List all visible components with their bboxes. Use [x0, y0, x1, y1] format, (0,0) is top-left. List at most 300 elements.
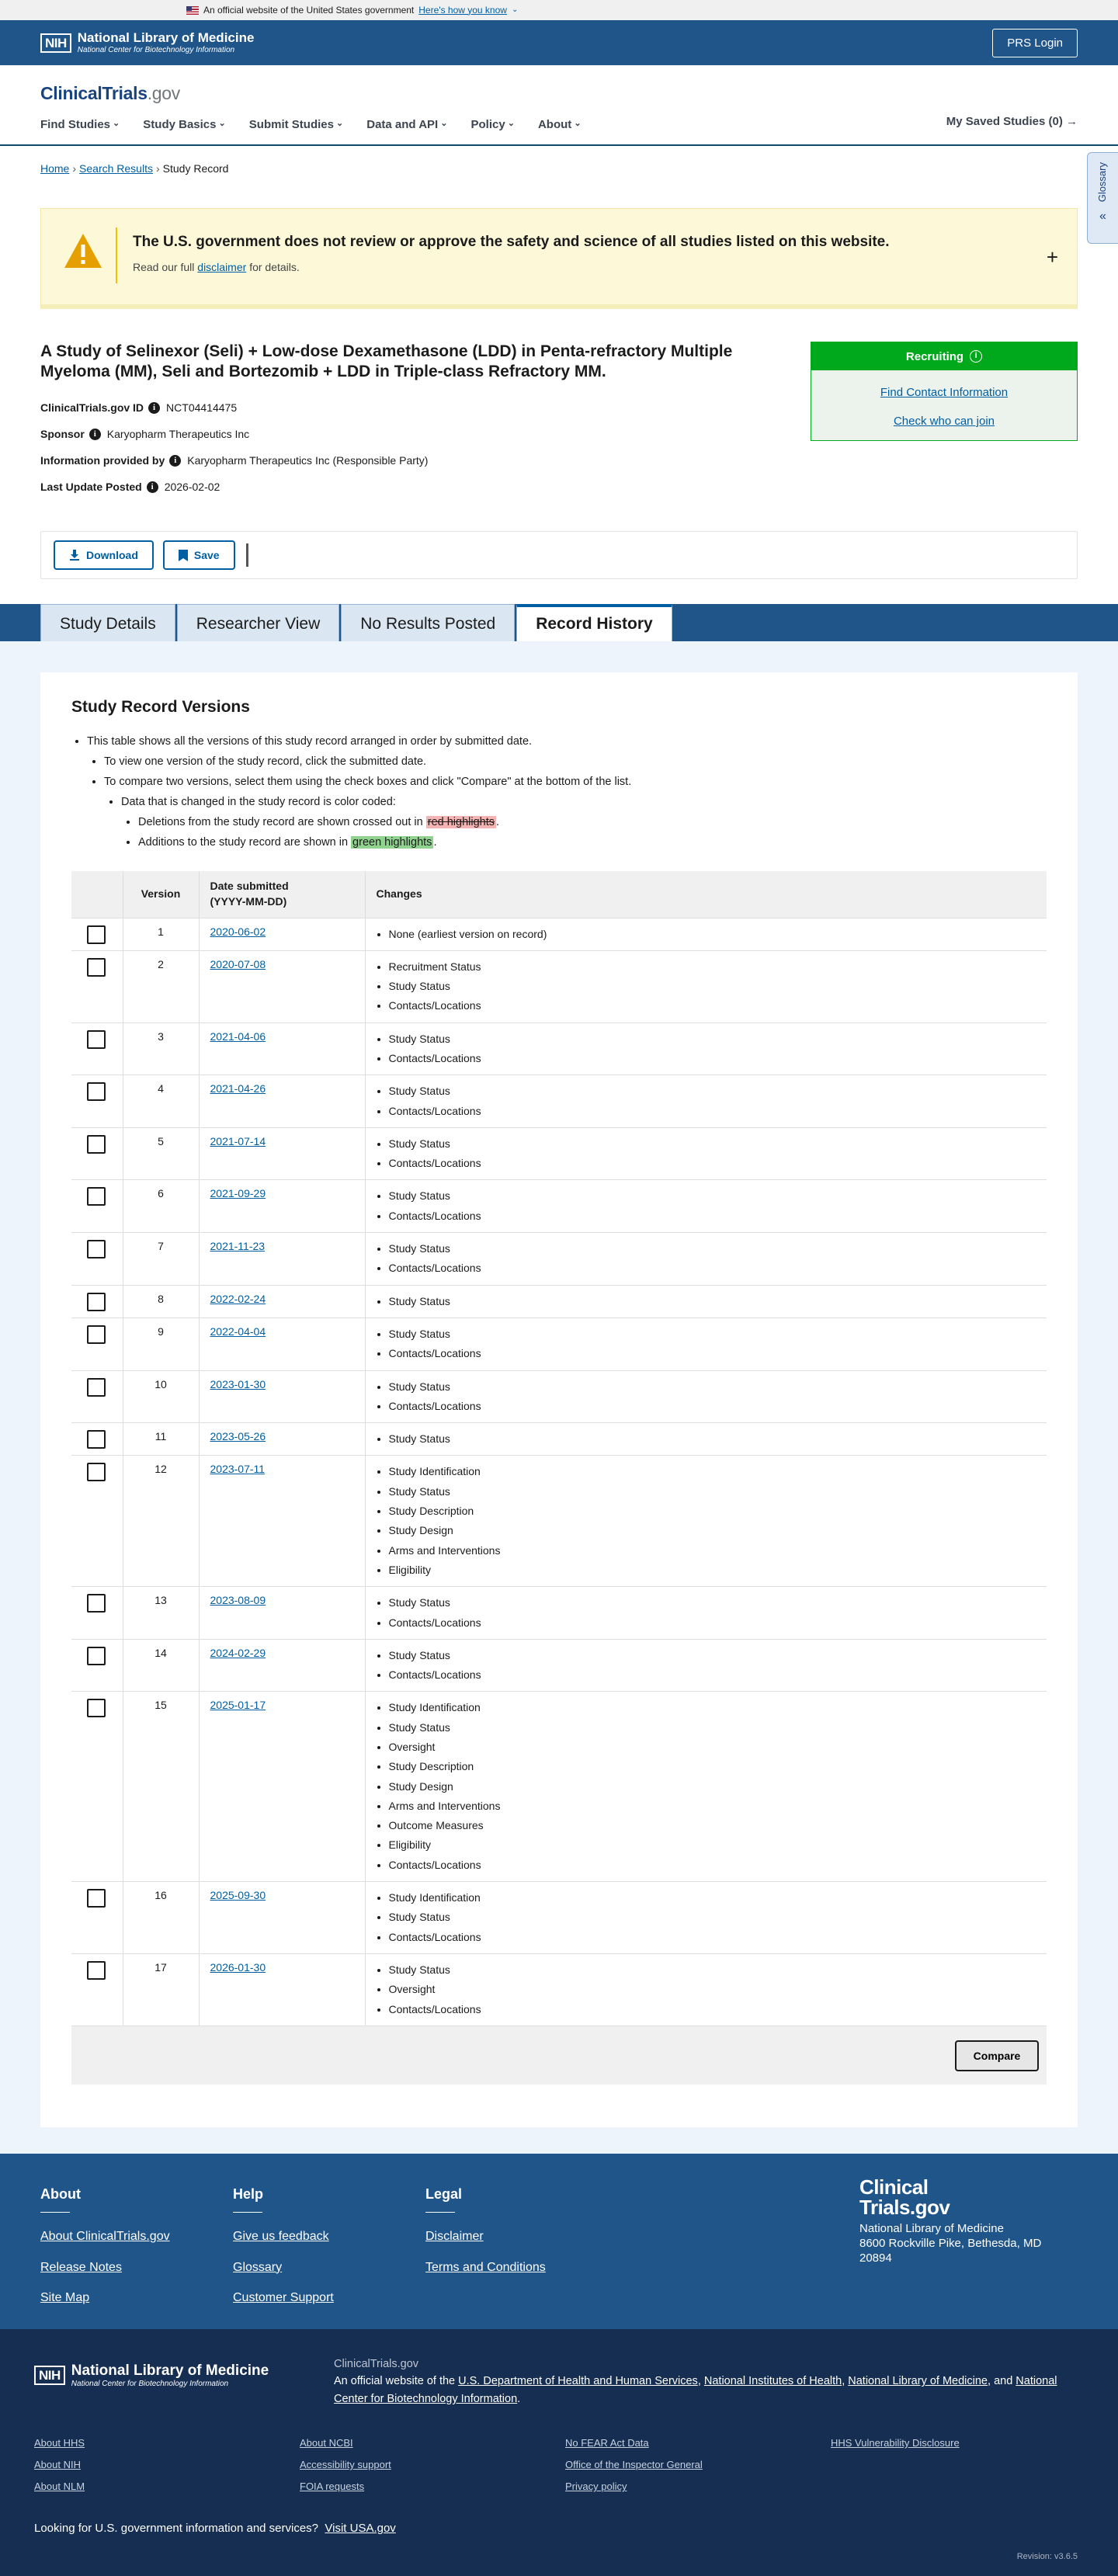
changes-cell — [365, 1285, 1047, 1318]
footer-brand — [859, 2177, 1061, 2265]
view-instruction: • To view one version of the study record, click the submitted date. — [104, 752, 631, 772]
changes-cell — [365, 1127, 1047, 1180]
usa-gov-line — [34, 2520, 396, 2536]
info-provided-label: Information provided by — [40, 454, 165, 467]
change-item: • Study Status — [389, 1429, 1036, 1449]
nav-submit-studies[interactable]: Submit Studies ⌄ — [249, 116, 343, 133]
change-item: • Study Status — [389, 1186, 1036, 1206]
glossary-tab[interactable] — [1087, 152, 1118, 244]
change-item: • Contacts/Locations — [389, 1154, 1036, 1173]
main-nav — [40, 116, 1078, 133]
date-format-label: (YYYY-MM-DD) — [210, 894, 287, 908]
bookmark-icon — [179, 550, 188, 561]
select-cell — [71, 1233, 123, 1286]
study-title: A Study of Selinexor (Seli) + Low-dose Dexamethasone (LDD) in Penta-refractory Multiple Myeloma (MM), Seli and Bortezomib + LDD in Triple-class Refractory MM. — [40, 342, 733, 381]
study-tabs — [40, 604, 672, 641]
alert-text-pre: Read our full — [133, 261, 195, 273]
toolbar-divider — [246, 543, 248, 567]
date-cell — [199, 1639, 365, 1692]
version-checkbox[interactable] — [87, 1135, 106, 1154]
tab-record-history[interactable]: Record History — [516, 604, 672, 641]
version-checkbox[interactable] — [87, 1378, 106, 1397]
table-row — [71, 1639, 1047, 1692]
footer-legal-column — [425, 2185, 546, 2290]
link-accessibility[interactable]: Accessibility support — [300, 2459, 391, 2471]
nih-link[interactable]: National Institutes of Health — [703, 2375, 842, 2388]
nav-study-basics[interactable]: Study Basics ⌄ — [143, 116, 226, 133]
select-cell — [71, 1882, 123, 1954]
version-number: 17 — [123, 1953, 199, 2025]
info-icon[interactable]: i — [148, 402, 160, 414]
change-item: • Study Status — [389, 1029, 1036, 1049]
change-item: • Eligibility — [389, 1835, 1036, 1855]
official-statement: An official website of the U.S. Department of Health and Human Services, National Institutes of Health, National Library of Medicine, and National Center for Biotechnology Information. — [334, 2375, 1057, 2405]
nlm-logo[interactable] — [40, 31, 254, 54]
version-date-link[interactable]: 2020-07-08 — [210, 957, 266, 970]
changes-cell — [365, 1423, 1047, 1456]
usa-pre: Looking for U.S. government information and services? — [34, 2522, 319, 2535]
site-footer — [0, 2154, 1118, 2329]
footer-underline — [425, 2212, 455, 2213]
changes-cell — [365, 1180, 1047, 1233]
nlm-title: National Library of Medicine — [77, 30, 255, 46]
nlm-footer-links — [34, 2436, 1090, 2494]
version-number: 3 — [123, 1022, 199, 1075]
version-date-link[interactable]: 2020-06-02 — [210, 925, 266, 938]
version-date-link[interactable]: 2022-04-04 — [210, 1324, 266, 1338]
gov-banner-text: An official website of the United States government — [203, 4, 415, 16]
gov-banner-link[interactable]: Here's how you know — [418, 4, 507, 16]
change-item: • Study Status — [389, 1908, 1036, 1927]
nav-data-api[interactable]: Data and API ⌄ — [366, 116, 447, 133]
info-icon[interactable]: i — [89, 429, 101, 440]
change-item: • Arms and Interventions — [389, 1797, 1036, 1816]
version-number: 14 — [123, 1639, 199, 1692]
footer-link-support[interactable]: Customer Support — [233, 2290, 334, 2304]
version-date-link[interactable]: 2022-02-24 — [210, 1292, 266, 1305]
change-item: • Contacts/Locations — [389, 1856, 1036, 1875]
change-item: • Contacts/Locations — [389, 1258, 1036, 1278]
nlm-footer-title: National Library of Medicine — [71, 2362, 269, 2379]
link-foia[interactable]: FOIA requests — [300, 2481, 365, 2493]
version-checkbox[interactable] — [87, 1030, 106, 1049]
version-number: 10 — [123, 1370, 199, 1423]
change-item: • Oversight — [389, 1738, 1036, 1757]
version-number: 8 — [123, 1285, 199, 1318]
changes-cell — [365, 1882, 1047, 1954]
alert-text-post: for details. — [249, 261, 300, 273]
alert-text — [133, 260, 300, 276]
ct-logo-main: ClinicalTrials — [40, 83, 148, 103]
change-item: • Contacts/Locations — [389, 1049, 1036, 1068]
green-highlight-sample: green highlights — [352, 836, 432, 849]
expand-plus-icon[interactable]: + — [1046, 245, 1058, 269]
breadcrumb-chevron-icon: › — [155, 162, 160, 175]
footer-link-release-notes[interactable]: Release Notes — [40, 2260, 122, 2274]
select-cell — [71, 1285, 123, 1318]
version-number: 15 — [123, 1692, 199, 1882]
version-date-link[interactable]: 2021-09-29 — [210, 1187, 266, 1200]
link-about-nlm[interactable]: About NLM — [34, 2481, 85, 2493]
select-column-header — [71, 871, 123, 918]
select-cell — [71, 1127, 123, 1180]
gov-banner — [0, 0, 1118, 20]
version-number: 2 — [123, 950, 199, 1022]
us-flag-icon — [186, 6, 199, 15]
version-date-link[interactable]: 2024-02-29 — [210, 1646, 266, 1659]
version-date-link[interactable]: 2021-07-14 — [210, 1134, 266, 1147]
change-item: • Contacts/Locations — [389, 1665, 1036, 1685]
select-cell — [71, 950, 123, 1022]
version-checkbox[interactable] — [87, 925, 106, 944]
date-cell — [199, 1285, 365, 1318]
change-item: • Oversight — [389, 1980, 1036, 1999]
date-cell — [199, 1423, 365, 1456]
version-checkbox[interactable] — [87, 1187, 106, 1206]
save-label: Save — [193, 549, 220, 561]
date-cell — [199, 1587, 365, 1640]
table-row — [71, 1587, 1047, 1640]
status-label: Recruiting — [905, 349, 964, 363]
change-item: • Study Description — [389, 1502, 1036, 1521]
breadcrumb-chevron-icon: › — [72, 162, 77, 175]
date-cell — [199, 1456, 365, 1587]
usa-gov-link[interactable]: Visit USA.gov — [325, 2522, 396, 2535]
change-item: • Study Identification — [389, 1698, 1036, 1717]
compare-instruction: • To compare two versions, select them using the check boxes and click "Compare" at the bottom of the list. — [104, 772, 631, 792]
date-column-label: Date submitted — [210, 880, 289, 893]
date-cell — [199, 1180, 365, 1233]
footer-link-about-ct[interactable]: About ClinicalTrials.gov — [40, 2230, 170, 2244]
version-number: 16 — [123, 1882, 199, 1954]
intro-item: • This table shows all the versions of this study record arranged in order by submitted date. — [87, 731, 631, 752]
select-cell — [71, 1953, 123, 2025]
version-checkbox[interactable] — [87, 1961, 106, 1980]
saved-studies-label: My Saved Studies (0) — [946, 115, 1063, 128]
date-cell — [199, 1127, 365, 1180]
compare-button[interactable]: Compare — [955, 2040, 1039, 2071]
tab-no-results-posted[interactable]: No Results Posted — [341, 604, 515, 641]
deletions-note: • Deletions from the study record are shown crossed out in red highlights . — [138, 812, 631, 832]
alert-title: The U.S. government does not review or approve the safety and science of all studies listed on this website. — [133, 234, 890, 250]
table-row — [71, 1456, 1047, 1587]
save-button[interactable] — [163, 540, 235, 570]
version-date-link[interactable]: 2023-07-11 — [210, 1463, 266, 1476]
download-button[interactable] — [54, 540, 154, 570]
breadcrumb-current: Study Record — [162, 162, 229, 175]
version-number: 7 — [123, 1233, 199, 1286]
changes-cell — [365, 1318, 1047, 1370]
table-row — [71, 1285, 1047, 1318]
nct-id-label: ClinicalTrials.gov ID — [40, 401, 144, 414]
change-item: • Contacts/Locations — [389, 1613, 1036, 1633]
prs-login-button[interactable]: PRS Login — [992, 29, 1078, 57]
link-vulnerability[interactable]: HHS Vulnerability Disclosure — [831, 2437, 960, 2449]
version-number: 9 — [123, 1318, 199, 1370]
changes-cell — [365, 1022, 1047, 1075]
change-item: • Study Status — [389, 1646, 1036, 1665]
select-cell — [71, 1456, 123, 1587]
change-item: • Study Status — [389, 1482, 1036, 1502]
meta-info-provided — [40, 453, 428, 469]
change-item: • Contacts/Locations — [389, 1102, 1036, 1121]
version-checkbox[interactable] — [87, 1325, 106, 1344]
select-cell — [71, 1692, 123, 1882]
ncbi-link[interactable]: National Center for Biotechnology Information — [334, 2375, 1057, 2405]
nlm-link[interactable]: National Library of Medicine — [848, 2375, 988, 2388]
nlm-footer — [0, 2329, 1118, 2576]
changes-cell — [365, 918, 1047, 950]
version-date-link[interactable]: 2023-05-26 — [210, 1430, 266, 1443]
tab-researcher-view[interactable]: Researcher View — [177, 604, 340, 641]
date-cell — [199, 1075, 365, 1128]
arrow-right-icon: → — [1066, 115, 1078, 128]
select-cell — [71, 1639, 123, 1692]
version-date-link[interactable]: 2023-08-09 — [210, 1594, 266, 1607]
nav-about[interactable]: About ⌄ — [538, 116, 582, 133]
table-row — [71, 1370, 1047, 1423]
footer-help-title: Help — [233, 2186, 264, 2202]
select-cell — [71, 1075, 123, 1128]
footer-link-disclaimer[interactable]: Disclaimer — [425, 2230, 484, 2244]
change-item: • Contacts/Locations — [389, 1206, 1036, 1226]
change-item: • Outcome Measures — [389, 1816, 1036, 1835]
warning-icon — [63, 232, 103, 269]
change-item: • Contacts/Locations — [389, 2000, 1036, 2019]
footer-site-name: ClinicalTrials.gov — [334, 2358, 419, 2370]
sponsor-value: Karyopharm Therapeutics Inc — [106, 428, 250, 440]
change-item: • Study Status — [389, 1239, 1036, 1258]
last-update-label: Last Update Posted — [40, 481, 142, 493]
nav-policy[interactable]: Policy ⌄ — [471, 116, 515, 133]
additions-note-text: Additions to the study record are shown in — [138, 836, 349, 849]
download-icon — [69, 550, 80, 561]
disclaimer-alert — [40, 208, 1078, 309]
changes-cell — [365, 1639, 1047, 1692]
table-row — [71, 1180, 1047, 1233]
date-cell — [199, 1370, 365, 1423]
version-checkbox[interactable] — [87, 1430, 106, 1449]
footer-legal-title: Legal — [425, 2186, 463, 2202]
footer-link-site-map[interactable]: Site Map — [40, 2290, 90, 2304]
footer-link-glossary[interactable]: Glossary — [233, 2260, 283, 2274]
version-date-link[interactable]: 2026-01-30 — [210, 1960, 266, 1974]
recruitment-status-box — [811, 342, 1078, 441]
footer-address: 8600 Rockville Pike, Bethesda, MD 20894 — [859, 2236, 1042, 2265]
table-row — [71, 1318, 1047, 1370]
link-privacy[interactable]: Privacy policy — [565, 2481, 627, 2493]
link-no-fear[interactable]: No FEAR Act Data — [565, 2437, 649, 2449]
date-cell — [199, 1233, 365, 1286]
info-icon[interactable]: i — [970, 350, 982, 363]
versions-description — [71, 731, 631, 852]
link-about-nih[interactable]: About NIH — [34, 2459, 81, 2471]
status-header — [811, 342, 1077, 370]
change-item: • Arms and Interventions — [389, 1541, 1036, 1561]
record-versions-card — [40, 672, 1078, 2127]
deletions-note-text: Deletions from the study record are shown crossed out in — [138, 816, 423, 828]
change-item: • Contacts/Locations — [389, 1397, 1036, 1416]
date-cell — [199, 1022, 365, 1075]
version-number: 1 — [123, 918, 199, 950]
version-checkbox[interactable] — [87, 1699, 106, 1717]
versions-heading: Study Record Versions — [71, 698, 250, 716]
ncbi-subtitle: National Center for Biotechnology Information — [77, 45, 235, 54]
version-date-link[interactable]: 2021-04-26 — [210, 1082, 266, 1095]
version-date-link[interactable]: 2021-11-23 — [210, 1240, 266, 1253]
footer-org: National Library of Medicine — [859, 2222, 1004, 2235]
saved-studies-link[interactable] — [946, 113, 1078, 130]
nih-logo-box: NIH — [40, 33, 71, 53]
sponsor-label: Sponsor — [40, 428, 85, 440]
version-date-link[interactable]: 2023-01-30 — [210, 1377, 266, 1390]
changes-column-header: Changes — [365, 871, 1047, 918]
footer-help-column — [233, 2185, 334, 2320]
version-number: 12 — [123, 1456, 199, 1587]
hhs-link[interactable]: U.S. Department of Health and Human Services — [458, 2375, 698, 2388]
color-code-instruction: • Data that is changed in the study record is color coded: — [121, 792, 631, 812]
ct-logo-suffix: .gov — [147, 83, 180, 103]
and-text: and — [994, 2375, 1013, 2388]
ct-logo[interactable] — [40, 81, 1078, 106]
versions-table — [71, 871, 1047, 2026]
footer-logo-line1: Clinical — [859, 2175, 929, 2199]
versions-table-body — [71, 918, 1047, 2026]
version-checkbox[interactable] — [87, 1082, 106, 1101]
breadcrumb — [40, 161, 228, 177]
official-site-text — [334, 2356, 1064, 2408]
footer-link-feedback[interactable]: Give us feedback — [233, 2230, 329, 2244]
changes-cell — [365, 1456, 1047, 1587]
table-row — [71, 1882, 1047, 1954]
breadcrumb-search-results[interactable]: Search Results — [79, 162, 153, 175]
version-checkbox[interactable] — [87, 1240, 106, 1258]
table-row — [71, 1127, 1047, 1180]
change-item: • Contacts/Locations — [389, 1344, 1036, 1363]
revision-text: Revision: v3.6.5 — [1016, 2552, 1078, 2561]
change-item: • Study Status — [389, 1134, 1036, 1154]
version-checkbox[interactable] — [87, 1463, 106, 1481]
version-date-link[interactable]: 2025-01-17 — [210, 1699, 266, 1712]
footer-underline — [40, 2212, 70, 2213]
version-number: 4 — [123, 1075, 199, 1128]
footer-about-column — [40, 2185, 170, 2320]
link-about-hhs[interactable]: About HHS — [34, 2437, 85, 2449]
change-item: • Study Design — [389, 1777, 1036, 1797]
version-number: 11 — [123, 1423, 199, 1456]
nih-logo-box: NIH — [34, 2366, 65, 2385]
version-checkbox[interactable] — [87, 1889, 106, 1908]
change-item: • Study Identification — [389, 1888, 1036, 1908]
breadcrumb-home[interactable]: Home — [40, 162, 70, 175]
version-checkbox[interactable] — [87, 1594, 106, 1613]
version-number: 6 — [123, 1180, 199, 1233]
tab-study-details[interactable]: Study Details — [40, 604, 175, 641]
meta-last-update — [40, 480, 220, 495]
change-item: • Study Identification — [389, 1462, 1036, 1481]
find-contact-link[interactable]: Find Contact Information — [880, 386, 1009, 399]
change-item: • Study Status — [389, 1593, 1036, 1613]
table-row — [71, 950, 1047, 1022]
meta-nct-id — [40, 401, 237, 416]
table-row — [71, 1233, 1047, 1286]
date-cell — [199, 1692, 365, 1882]
nav-find-studies[interactable]: Find Studies ⌄ — [40, 116, 120, 133]
change-item: • Contacts/Locations — [389, 1928, 1036, 1947]
info-icon[interactable]: i — [169, 455, 181, 467]
change-item: • Study Design — [389, 1521, 1036, 1540]
link-about-ncbi[interactable]: About NCBI — [300, 2437, 353, 2449]
select-cell — [71, 1180, 123, 1233]
date-cell — [199, 1318, 365, 1370]
double-chevron-left-icon: « — [1099, 210, 1106, 224]
nlm-footer-logo[interactable] — [34, 2363, 269, 2388]
date-cell — [199, 1882, 365, 1954]
table-footer — [71, 2026, 1047, 2085]
version-date-link[interactable]: 2021-04-06 — [210, 1029, 266, 1043]
check-who-can-join-link[interactable]: Check who can join — [893, 415, 995, 428]
table-header-row — [71, 871, 1047, 918]
change-item: • None (earliest version on record) — [389, 925, 1036, 944]
select-cell — [71, 1587, 123, 1640]
version-number: 5 — [123, 1127, 199, 1180]
changes-cell — [365, 1587, 1047, 1640]
table-row — [71, 918, 1047, 950]
change-item: • Study Status — [389, 1081, 1036, 1101]
info-icon[interactable]: i — [147, 481, 158, 493]
version-checkbox[interactable] — [87, 1293, 106, 1311]
change-item: • Study Status — [389, 1377, 1036, 1397]
changes-cell — [365, 1953, 1047, 2025]
changes-cell — [365, 1692, 1047, 1882]
study-toolbar — [40, 531, 1078, 579]
table-row — [71, 1075, 1047, 1128]
download-label: Download — [86, 549, 138, 561]
alert-divider — [116, 227, 117, 283]
version-number: 13 — [123, 1587, 199, 1640]
site-header — [0, 65, 1118, 146]
version-checkbox[interactable] — [87, 958, 106, 977]
changes-cell — [365, 1075, 1047, 1128]
last-update-value: 2026-02-02 — [164, 481, 220, 493]
table-row — [71, 1953, 1047, 2025]
change-item: • Recruitment Status — [389, 957, 1036, 977]
date-cell — [199, 918, 365, 950]
official-pre: An official website of the — [334, 2375, 456, 2388]
change-item: • Study Status — [389, 1292, 1036, 1311]
glossary-label: Glossary — [1096, 162, 1109, 203]
link-inspector-general[interactable]: Office of the Inspector General — [565, 2459, 703, 2471]
meta-sponsor — [40, 427, 249, 443]
version-column-header: Version — [123, 871, 199, 918]
select-cell — [71, 1022, 123, 1075]
chevron-down-icon: ⌄ — [511, 5, 519, 14]
footer-about-title: About — [40, 2186, 81, 2202]
change-item: • Eligibility — [389, 1561, 1036, 1580]
change-item: • Contacts/Locations — [389, 996, 1036, 1015]
date-column-header — [199, 871, 365, 918]
select-cell — [71, 1423, 123, 1456]
nih-header — [0, 20, 1118, 65]
select-cell — [71, 1318, 123, 1370]
disclaimer-link[interactable]: disclaimer — [197, 261, 247, 273]
info-provided-value: Karyopharm Therapeutics Inc (Responsible Party) — [187, 454, 429, 467]
footer-logo-line2: Trials.gov — [859, 2196, 950, 2219]
red-highlight-sample: red highlights — [427, 816, 495, 828]
version-date-link[interactable]: 2025-09-30 — [210, 1889, 266, 1902]
footer-link-terms[interactable]: Terms and Conditions — [425, 2260, 546, 2274]
version-checkbox[interactable] — [87, 1647, 106, 1665]
